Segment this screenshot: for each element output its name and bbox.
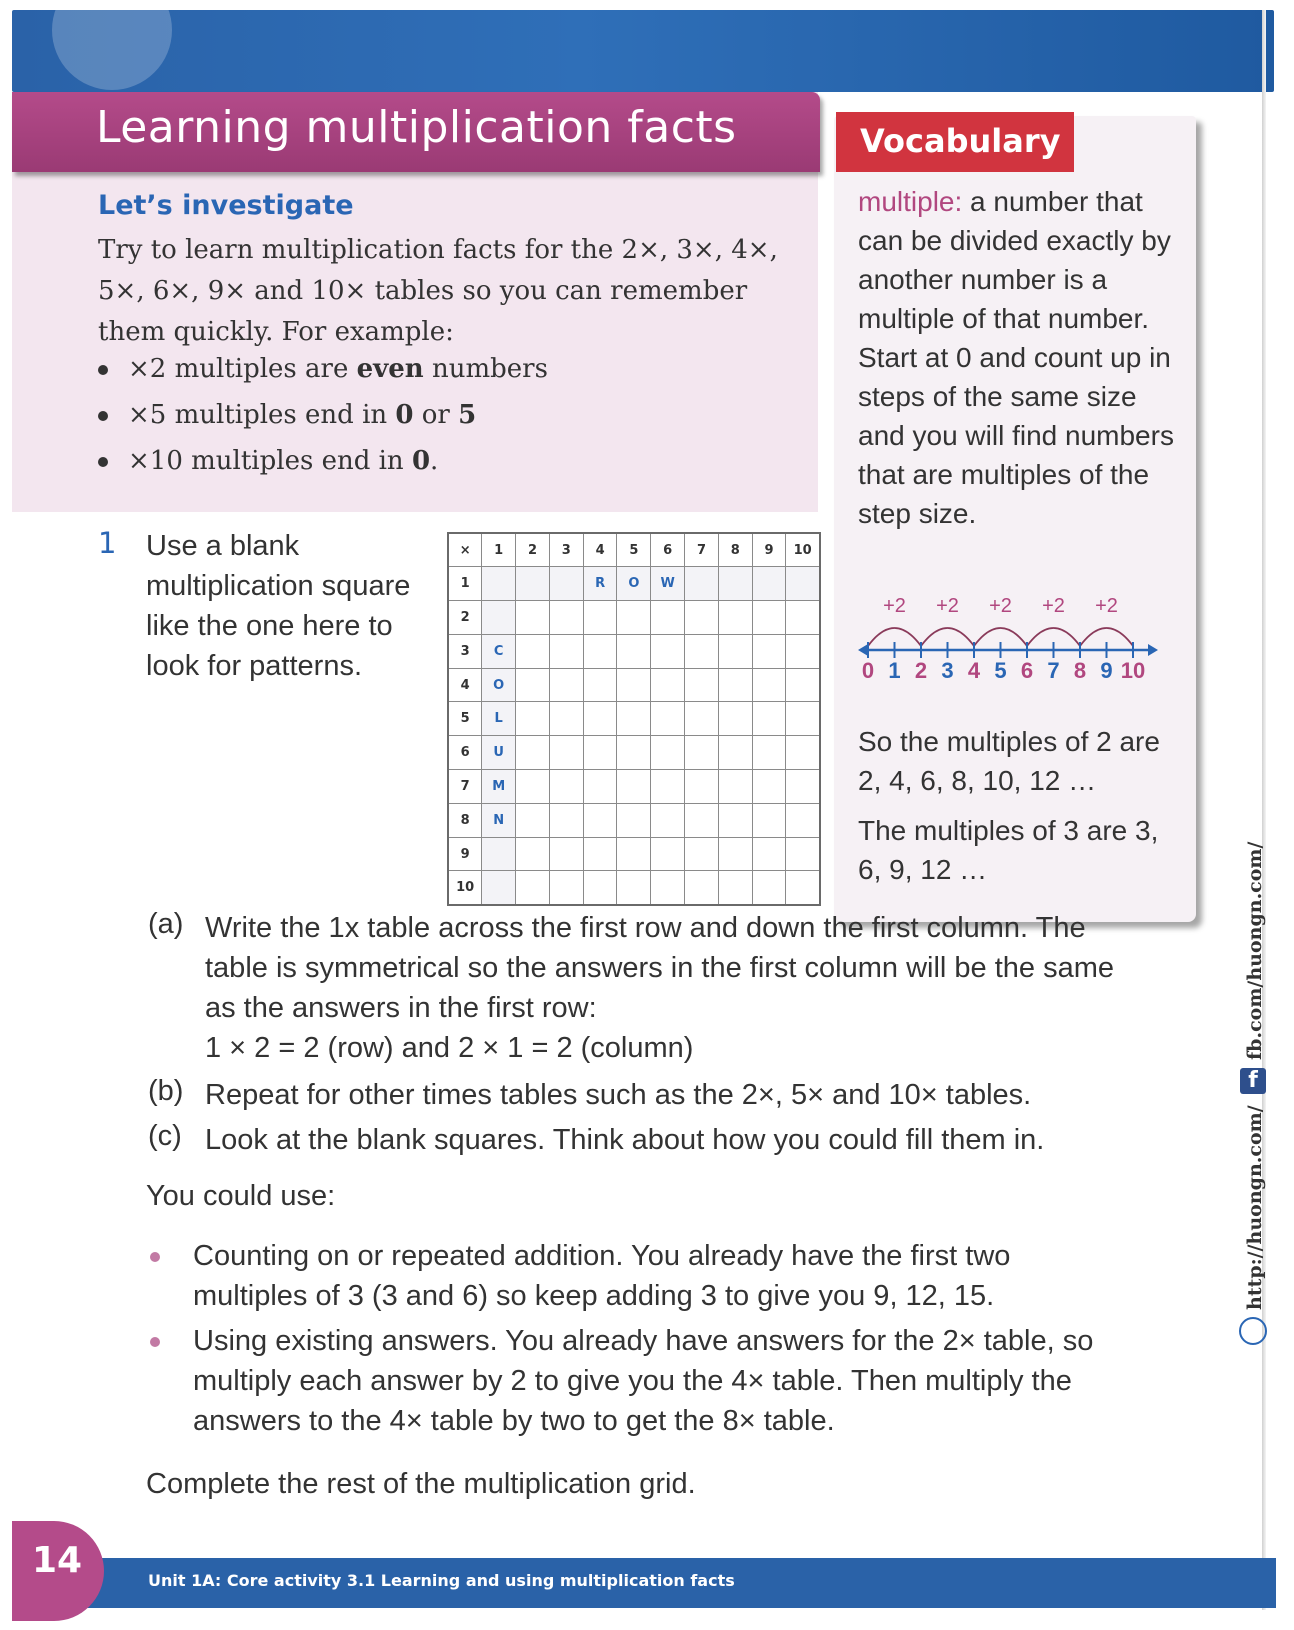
grid-cell [583, 601, 617, 635]
grid-cell [651, 770, 685, 804]
grid-column-word-cell: O [482, 668, 516, 702]
grid-cell [718, 770, 752, 804]
grid-cell [583, 837, 617, 871]
grid-cell [617, 634, 651, 668]
grid-cell [516, 702, 550, 736]
question-number: 1 [98, 526, 117, 560]
number-line-label: 1 [888, 658, 901, 683]
grid-cell [651, 837, 685, 871]
grid-cell [651, 634, 685, 668]
vocabulary-tab: Vocabulary [836, 112, 1074, 172]
grid-row [448, 770, 820, 804]
grid-cell [549, 770, 583, 804]
grid-row-header: 1 [448, 567, 482, 601]
grid-row-header: 9 [448, 837, 482, 871]
number-line-label: 10 [1120, 658, 1146, 683]
grid-cell [685, 702, 719, 736]
grid-cell [651, 702, 685, 736]
number-line-label: 3 [941, 658, 954, 683]
grid-cell [549, 601, 583, 635]
grid-cell [685, 803, 719, 837]
grid-cell [718, 803, 752, 837]
grid-cell [752, 668, 786, 702]
page-title: Learning multiplication facts [96, 102, 737, 153]
grid-cell [752, 871, 786, 905]
part-a-text: Write the 1x table across the first row and down the first column. The table is symmetrical so the answers in the first column will be the same as the answers in the first row: [205, 912, 1115, 1024]
complete-instruction: Complete the rest of the multiplication grid. [146, 1468, 696, 1500]
grid-row-header: 3 [448, 634, 482, 668]
grid-header-cell: 3 [549, 533, 583, 567]
grid-cell [718, 736, 752, 770]
bullet-icon [150, 1337, 160, 1347]
multiplication-grid [447, 532, 821, 906]
jump-label: +2 [883, 598, 906, 617]
bullet-icon [98, 365, 108, 375]
jump-label: +2 [1042, 598, 1065, 617]
grid-cell [482, 567, 516, 601]
unit-caption: Unit 1A: Core activity 3.1 Learning and using multiplication facts [148, 1571, 735, 1590]
grid-cell [752, 736, 786, 770]
grid-cell [786, 668, 820, 702]
grid-cell [583, 668, 617, 702]
grid-row [448, 601, 820, 635]
grid-cell [617, 668, 651, 702]
facebook-icon: f [1240, 1068, 1266, 1094]
grid-cell [583, 871, 617, 905]
grid-corner: × [448, 533, 482, 567]
number-line-label: 0 [861, 658, 875, 683]
grid-cell [583, 736, 617, 770]
grid-row [448, 871, 820, 905]
grid-header-cell: 10 [786, 533, 820, 567]
grid-cell [482, 837, 516, 871]
grid-cell [583, 702, 617, 736]
grid-cell [786, 837, 820, 871]
number-line [858, 598, 1178, 698]
globe-icon [1239, 1317, 1267, 1345]
grid-row [448, 803, 820, 837]
method-existing-answers: Using existing answers. You already have answers for the 2× table, so multiply each answer by 2 to give you the 4× table. Then multiply the answers to the 4× table by two to get the 8× table. [193, 1325, 1094, 1437]
grid-cell [516, 634, 550, 668]
grid-cell [786, 871, 820, 905]
investigate-heading: Let’s investigate [98, 190, 354, 221]
question-text: Use a blank multiplication square like the one here to look for patterns. [146, 530, 411, 682]
page-fold [1262, 10, 1266, 1610]
grid-row-header: 7 [448, 770, 482, 804]
grid-cell [685, 871, 719, 905]
banner-decoration [52, 0, 172, 90]
grid-cell [516, 837, 550, 871]
grid-row-header: 4 [448, 668, 482, 702]
grid-column-word-cell: M [482, 770, 516, 804]
grid-cell [617, 702, 651, 736]
grid-cell [583, 770, 617, 804]
grid-header-cell: 7 [685, 533, 719, 567]
grid-cell [583, 803, 617, 837]
grid-cell [516, 601, 550, 635]
jump-label: +2 [936, 598, 959, 617]
grid-cell [549, 668, 583, 702]
grid-cell [752, 837, 786, 871]
jump-arcs [868, 598, 1133, 646]
bullet-five: ×5 multiples end in 0 or 5 [98, 400, 476, 430]
method-counting-on: Counting on or repeated addition. You already have the first two multiples of 3 (3 and 6) so keep adding 3 to give you 9, 12, 15. [193, 1240, 1011, 1312]
grid-cell [516, 803, 550, 837]
grid-cell [786, 567, 820, 601]
grid-row-header: 6 [448, 736, 482, 770]
jump-label: +2 [1095, 598, 1118, 617]
grid-cell [786, 803, 820, 837]
bullet-icon [98, 411, 108, 421]
grid-cell [516, 736, 550, 770]
grid-cell [752, 601, 786, 635]
top-banner [12, 10, 1274, 92]
grid-cell [617, 871, 651, 905]
grid-cell [617, 736, 651, 770]
number-line-label: 2 [914, 658, 928, 683]
part-b-label: (b) [148, 1075, 184, 1107]
grid-row [448, 837, 820, 871]
number-line-label: 5 [994, 658, 1007, 683]
bullet-icon [150, 1252, 160, 1262]
grid-cell [617, 770, 651, 804]
grid-cell [549, 567, 583, 601]
grid-cell [786, 736, 820, 770]
grid-cell [685, 837, 719, 871]
grid-cell [516, 668, 550, 702]
number-line-ticks [862, 642, 1145, 683]
grid-header-cell: 4 [583, 533, 617, 567]
grid-row [448, 668, 820, 702]
grid-cell [718, 634, 752, 668]
grid-cell [718, 837, 752, 871]
fb-link[interactable]: fb.com/huongn.com/ [1244, 841, 1266, 1060]
grid-column-word-cell: C [482, 634, 516, 668]
website-link[interactable]: http://huongn.com/ [1244, 1105, 1266, 1310]
grid-row-header: 8 [448, 803, 482, 837]
investigate-intro: Try to learn multiplication facts for the 2×, 3×, 4×, 5×, 6×, 9× and 10× tables so you can remember them quickly. For example: [98, 235, 778, 347]
page-number: 14 [32, 1540, 83, 1581]
grid-row-word-cell: R [583, 567, 617, 601]
could-use-label: You could use: [146, 1180, 336, 1212]
grid-column-word-cell: U [482, 736, 516, 770]
grid-row-header: 5 [448, 702, 482, 736]
bullet-ten: ×10 multiples end in 0. [98, 446, 438, 476]
grid-cell [617, 837, 651, 871]
grid-cell [786, 770, 820, 804]
grid-row [448, 567, 820, 601]
grid-cell [549, 634, 583, 668]
grid-cell [718, 601, 752, 635]
grid-cell [549, 702, 583, 736]
grid-row [448, 702, 820, 736]
grid-header-cell: 6 [651, 533, 685, 567]
part-a-label: (a) [148, 908, 184, 940]
arrow-right-icon [1148, 644, 1158, 656]
grid-cell [718, 567, 752, 601]
vocabulary-term: multiple: [858, 186, 963, 217]
grid-cell [583, 634, 617, 668]
grid-cell [718, 702, 752, 736]
bullet-icon [98, 457, 108, 467]
number-line-label: 9 [1100, 658, 1113, 683]
grid-row [448, 634, 820, 668]
grid-cell [516, 770, 550, 804]
vocabulary-definition: multiple: a number that can be divided exactly by another number is a multiple of that number. Start at 0 and count up in steps of the same size and you will find numbers that are multiples of the step size. [858, 186, 1174, 529]
number-line-label: 4 [967, 658, 981, 683]
grid-header-cell: 2 [516, 533, 550, 567]
grid-cell [617, 601, 651, 635]
grid-row-word-cell: W [651, 567, 685, 601]
grid-row-word-cell: O [617, 567, 651, 601]
jump-label: +2 [989, 598, 1012, 617]
number-line-label: 8 [1073, 658, 1087, 683]
grid-cell [685, 567, 719, 601]
number-line-label: 6 [1020, 658, 1034, 683]
grid-cell [685, 770, 719, 804]
grid-cell [685, 736, 719, 770]
grid-cell [786, 601, 820, 635]
bullet-even: ×2 multiples are even numbers [98, 354, 548, 384]
grid-cell [786, 634, 820, 668]
grid-cell [617, 803, 651, 837]
grid-cell [651, 601, 685, 635]
part-b-text: Repeat for other times tables such as the 2×, 5× and 10× tables. [205, 1079, 1032, 1111]
grid-row [448, 736, 820, 770]
multiples-of-3-note: The multiples of 3 are 3, 6, 9, 12 … [858, 815, 1159, 885]
grid-header-cell: 1 [482, 533, 516, 567]
grid-row-header: 2 [448, 601, 482, 635]
grid-column-word-cell: L [482, 702, 516, 736]
grid-cell [718, 871, 752, 905]
grid-cell [752, 567, 786, 601]
multiples-of-2-note: So the multiples of 2 are 2, 4, 6, 8, 10, 12 … [858, 726, 1160, 796]
grid-cell [752, 770, 786, 804]
part-c-text: Look at the blank squares. Think about how you could fill them in. [205, 1124, 1045, 1156]
grid-cell [752, 634, 786, 668]
grid-cell [685, 634, 719, 668]
grid-cell [549, 803, 583, 837]
grid-cell [651, 871, 685, 905]
part-a-example: 1 × 2 = 2 (row) and 2 × 1 = 2 (column) [205, 1032, 694, 1064]
grid-cell [752, 702, 786, 736]
grid-cell [752, 803, 786, 837]
grid-row [448, 533, 820, 567]
grid-cell [651, 668, 685, 702]
grid-cell [685, 601, 719, 635]
grid-row-header: 10 [448, 871, 482, 905]
grid-cell [786, 702, 820, 736]
grid-cell [651, 803, 685, 837]
grid-header-cell: 5 [617, 533, 651, 567]
arrow-left-icon [858, 644, 868, 656]
grid-cell [718, 668, 752, 702]
grid-cell [685, 668, 719, 702]
grid-header-cell: 9 [752, 533, 786, 567]
grid-cell [482, 601, 516, 635]
grid-cell [482, 871, 516, 905]
grid-column-word-cell: N [482, 803, 516, 837]
title-bar [12, 92, 820, 172]
grid-cell [549, 837, 583, 871]
grid-cell [516, 871, 550, 905]
grid-header-cell: 8 [718, 533, 752, 567]
grid-cell [549, 871, 583, 905]
number-line-label: 7 [1047, 658, 1060, 683]
grid-cell [651, 736, 685, 770]
part-c-label: (c) [148, 1120, 182, 1152]
grid-cell [549, 736, 583, 770]
grid-cell [516, 567, 550, 601]
